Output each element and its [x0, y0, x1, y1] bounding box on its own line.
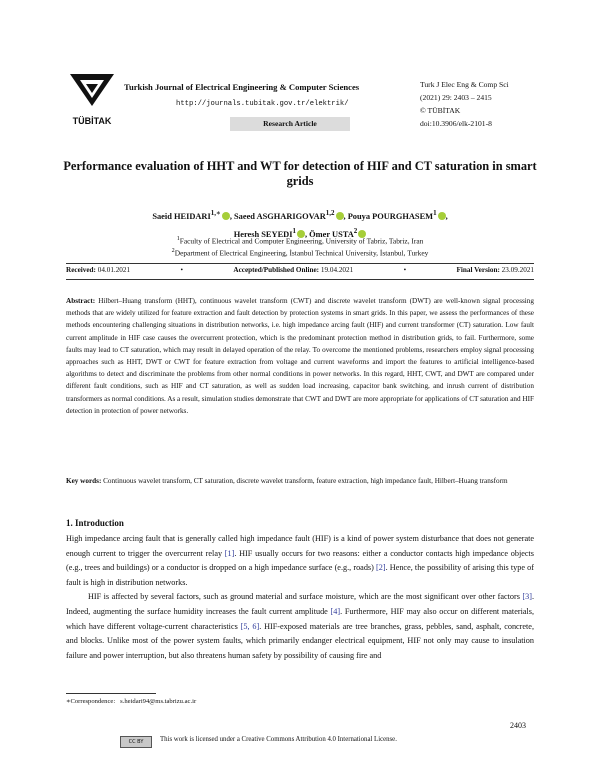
divider — [66, 279, 534, 280]
author-name: Pouya POURGHASEM — [347, 211, 434, 221]
body-text — [66, 532, 534, 663]
paper-title: Performance evaluation of HHT and WT for detection of HIF and CT saturation in smart grids — [63, 159, 537, 188]
logo-text: TÜBİTAK — [72, 116, 112, 126]
orcid-icon[interactable] — [222, 212, 230, 220]
author-affil-sup: 1 — [433, 209, 437, 217]
paragraph-text: HIF is affected by several factors, such as ground material and surface moisture, which are the most significant over other factors — [88, 592, 523, 602]
citation-link[interactable]: [4] — [330, 606, 341, 616]
author-affil-sup: 2 — [353, 226, 358, 235]
correspondence-email[interactable]: s.heidari94@ms.tabrizu.ac.ir — [120, 698, 197, 705]
journal-url[interactable]: http://journals.tubitak.gov.tr/elektrik/ — [176, 100, 349, 108]
dates-row: Received: 04.01.2021 • Accepted/Published Online: 19.04.2021 • Final Version: 23.09.2021 — [66, 266, 534, 274]
author: Pouya POURGHASEM$^1$ , — [347, 209, 448, 221]
divider — [66, 263, 534, 264]
section-heading: 1. Introduction — [66, 518, 124, 528]
citation-link[interactable]: [2] — [376, 563, 386, 573]
author-name: Saeid HEIDARI — [152, 211, 211, 221]
page-number: 2403 — [510, 721, 526, 730]
copyright: © TÜBİTAK — [420, 106, 461, 115]
footnote-divider — [66, 693, 156, 694]
paragraph-text: . Hence, the possibility of arising this type of fault is high in distribution networks. — [66, 563, 534, 587]
author-name: Saeed ASGHARIGOVAR — [234, 211, 326, 221]
journal-citation: Turk J Elec Eng & Comp Sci — [420, 80, 509, 89]
journal-name: Turkish Journal of Electrical Engineering & Computer Sciences — [124, 82, 360, 92]
article-type-badge: Research Article — [230, 117, 350, 131]
paragraph-text: . Indeed, augmenting the surface humidity increases the fault current amplitude — [66, 592, 534, 616]
affiliation: $^2$Department of Electrical Engineering, İstanbul Technical University, İstanbul, Turkey — [171, 248, 429, 258]
paragraph — [66, 590, 534, 663]
citation-link[interactable]: [3] — [522, 592, 532, 602]
paragraph — [66, 532, 534, 590]
keywords-label: Key words: — [66, 477, 102, 485]
volume-pages: (2021) 29: 2403 – 2415 — [420, 93, 492, 102]
paragraph-text: . HIF-exposed materials are tree branches, grass, pebbles, sand, asphalt, concrete, and blocks. Unlike most of the power system faults, which primarily endanger electrical equipment, HIF not only may cause to insulation failure and power interruption, but also threatens human safety by possibility of causing fire and — [66, 621, 534, 660]
accepted-date: Accepted/Published Online: 19.04.2021 — [233, 266, 354, 274]
author: Heresh SEYEDI$^1$ , — [233, 226, 308, 239]
abstract-label: Abstract: — [66, 297, 96, 305]
abstract — [66, 295, 534, 417]
author-affil-sup: 1 — [292, 226, 296, 235]
citation-link[interactable]: [5, 6] — [240, 621, 260, 631]
abstract-text: Hilbert–Huang transform (HHT), continuous wavelet transform (CWT) and discrete wavelet transform (DWT) are well-known signal processing methods that are widely utilized for feature extraction and fault detection by protection systems in smart grids. In this paper, we assess the performances of these methods encountering challenging situations in distribution networks, i.e. high impedance arcing fault (HIF) and current transformer (CT) saturation. Low fault current amplitude in HIF case causes the overcurrent protection, which is the predominant protection method in distribution grids, to fail. Furthermore, some faults may lead to CT saturation, which may result in delayed operation of the relay. To overcome the mentioned problems, researchers employ signal processing approaches such as HHT, DWT or CWT for feature extraction from voltage and current waveforms and import the features to artificial intelligence-based algorithms to detect and discriminate the problems from other normal conditions in power networks. In this regard, HHT, CWT, and DWT are compared under different fault conditions, such as HIF and CT saturation, as well as sudden load increasing, capacitor bank switching, and inrush current of distribution transformers as normal conditions. As a result, simulation studies demonstrate that CWT and DWT are more appropriate for applications of CT saturation and HIF detection in protection of power networks. — [66, 297, 534, 415]
author-name: Heresh SEYEDI — [233, 229, 293, 239]
affiliations — [60, 234, 540, 259]
author-affil-sup: 1,2 — [325, 209, 335, 217]
citation-link[interactable]: [1] — [224, 548, 235, 558]
citation-meta — [420, 78, 509, 130]
author-name: Ömer USTA — [309, 229, 354, 239]
correspondence-footnote: ∗Correspondence: s.heidari94@ms.tabrizu.ac.ir — [66, 698, 197, 705]
final-date: Final Version: 23.09.2021 — [456, 266, 534, 274]
paragraph-text: . Furthermore, HIF may also occur on different materials, which have different voltage-current characteristics — [66, 606, 534, 631]
orcid-icon[interactable] — [336, 212, 344, 220]
cc-by-badge[interactable]: CC BY — [120, 736, 152, 748]
license-text: This work is licensed under a Creative Commons Attribution 4.0 International License. — [160, 736, 397, 743]
orcid-icon[interactable] — [438, 212, 446, 220]
paragraph-text: High impedance arcing fault that is generally called high impedance fault (HIF) is a kind of power system disturbance that does not generate enough current to trigger the overcurrent relay — [66, 534, 534, 558]
paragraph-text: . HIF usually occurs for two reasons: either a conductor contacts high impedance objects (e.g., trees and buildings) or a conductor is dropped on a high impedance surface (e.g., roads) — [66, 548, 534, 573]
received-date: Received: 04.01.2021 — [66, 266, 131, 274]
keywords-text: Continuous wavelet transform, CT saturation, discrete wavelet transform, feature extraction, high impedance fault, Hilbert–Huang transform — [103, 477, 508, 485]
doi[interactable]: doi:10.3906/elk-2101-8 — [420, 119, 492, 128]
tubitak-logo — [66, 72, 118, 132]
keywords — [66, 475, 534, 487]
author: Saeed ASGHARIGOVAR$^{1,2}$ , — [234, 209, 346, 221]
author-affil-sup: 1,∗ — [210, 209, 221, 217]
affiliation: $^1$Faculty of Electrical and Computer Engineering, University of Tabriz, Tabriz, Iran — [176, 236, 424, 246]
author: Saeid $HEIDARI^{1,∗}$ , — [152, 209, 232, 221]
